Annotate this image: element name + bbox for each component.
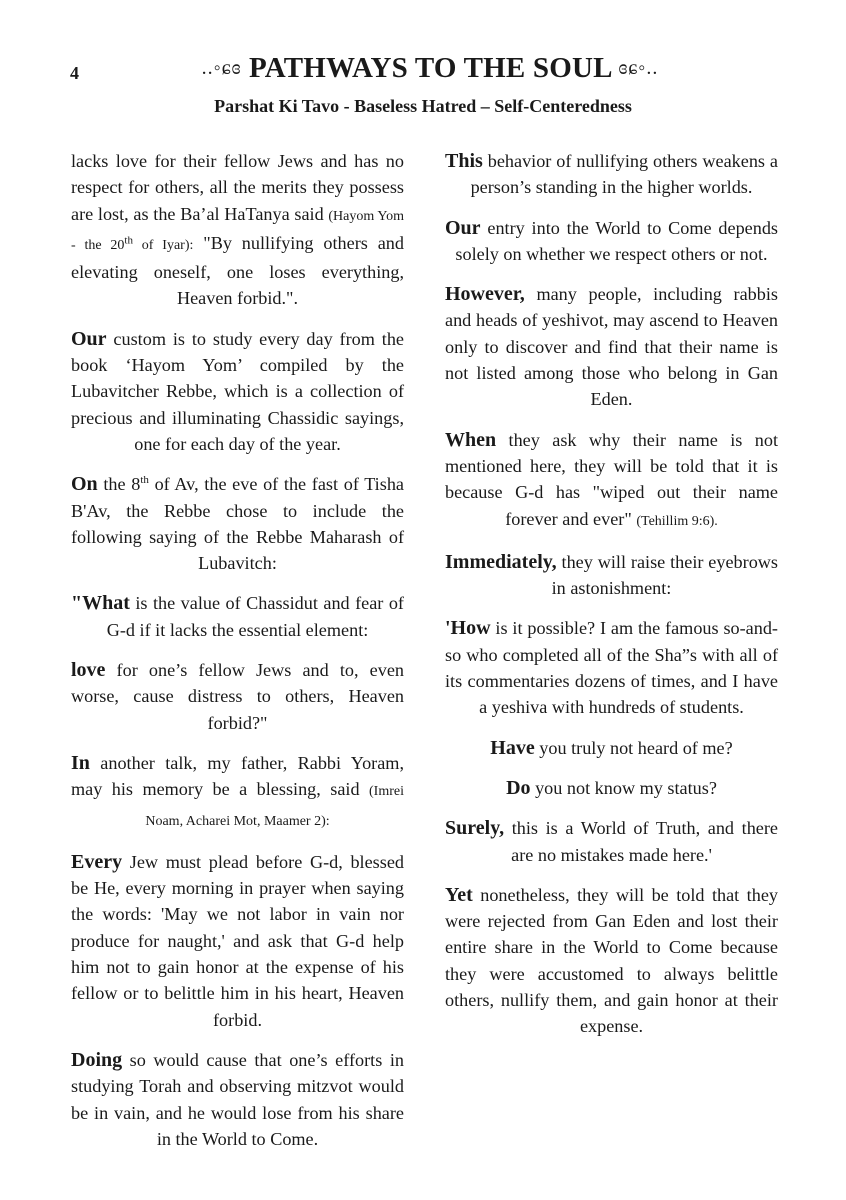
publication-title: PATHWAYS TO THE SOUL bbox=[248, 52, 612, 84]
paragraph-text: is the value of Chassidut and fear of G-d if it lacks the essential element: bbox=[106, 593, 404, 640]
lead-word: However, bbox=[445, 283, 525, 306]
paragraph bbox=[445, 775, 778, 801]
paragraph-text: custom is to study every day from the book ‘Hayom Yom’ compiled by the Lubavitcher Rebbe, which is a collection of precious and illuminating Chassidic sayings, one for each day of the year. bbox=[71, 328, 404, 454]
article-subtitle: Parshat Ki Tavo - Baseless Hatred – Self-Centeredness bbox=[214, 96, 632, 116]
ornament-left-icon: ..◦ɕɞ bbox=[201, 57, 242, 79]
lead-word: Do bbox=[506, 776, 531, 799]
lead-word: Surely, bbox=[445, 817, 505, 840]
paragraph bbox=[445, 882, 778, 1040]
paragraph-text: "By nullifying others and elevating oneself, one loses everything, Heaven forbid.". bbox=[71, 232, 404, 309]
lead-word: Have bbox=[490, 736, 535, 759]
lead-word: In bbox=[71, 751, 90, 774]
paragraph bbox=[71, 590, 404, 643]
lead-word: On bbox=[71, 473, 98, 496]
paragraph-text: lacks love for their fellow Jews and has no respect for others, all the merits they possess are lost, as the Ba’al HaTanya said bbox=[71, 151, 404, 224]
paragraph-text: nonetheless, they will be told that they were rejected from Gan Eden and lost their entire share in the World to Come because they were accustomed to always belittle others, nullify them, and gain honor at their expense. bbox=[445, 884, 778, 1037]
paragraph-text: the 8 bbox=[97, 474, 141, 495]
citation-text: of Iyar): bbox=[132, 237, 194, 253]
paragraph-text: this is a World of Truth, and there are no mistakes made here.' bbox=[504, 818, 778, 865]
lead-word: love bbox=[71, 659, 106, 682]
paragraph bbox=[445, 549, 778, 602]
paragraph-text: is it possible? I am the famous so-and-so who completed all of the Sha”s with all of its commentaries dozens of times, and I have a yeshiva with hundreds of students. bbox=[445, 618, 778, 718]
ornament-right-icon: ɞɕ◦.. bbox=[618, 57, 659, 79]
paragraph-text: of Av, the eve of the fast of Tisha B'Av, the Rebbe chose to include the following saying of the Rebbe Maharash of Lubavitch: bbox=[71, 474, 404, 574]
lead-word: "What bbox=[71, 592, 130, 615]
paragraph bbox=[445, 215, 778, 268]
paragraph bbox=[71, 750, 404, 835]
paragraph-text: so would cause that one’s efforts in studying Torah and observing mitzvot would be in vain, and he would lose from his share in the World to Come. bbox=[71, 1049, 404, 1149]
paragraph-text: entry into the World to Come depends solely on whether we respect others or not. bbox=[455, 217, 778, 264]
paragraph-text: they will raise their eyebrows in astonishment: bbox=[551, 551, 778, 599]
lead-word: Doing bbox=[71, 1048, 123, 1071]
paragraph bbox=[71, 657, 404, 736]
left-column bbox=[71, 148, 404, 1166]
lead-word: Yet bbox=[445, 883, 473, 906]
paragraph-text: for one’s fellow Jews and to, even worse, cause distress to others, Heaven forbid?" bbox=[71, 660, 404, 733]
paragraph bbox=[445, 427, 778, 535]
lead-word: Our bbox=[71, 327, 107, 350]
paragraph-text: many people, including rabbis and heads of yeshivot, may ascend to Heaven only to discover and find that their name is not listed among those who belong in Gan Eden. bbox=[445, 284, 778, 410]
citation-text: (Hayom Yom - the 20 bbox=[71, 208, 404, 253]
lead-word: 'How bbox=[445, 617, 491, 640]
citation: (Imrei Noam, Acharei Mot, Maamer 2): bbox=[145, 784, 404, 829]
paragraph bbox=[71, 1047, 404, 1152]
lead-word: Our bbox=[445, 216, 481, 239]
paragraph bbox=[445, 281, 778, 412]
paragraph-text: behavior of nullifying others weakens a person’s standing in the higher worlds. bbox=[470, 151, 778, 198]
paragraph bbox=[71, 471, 404, 576]
paragraph-text: you not know my status? bbox=[530, 777, 717, 798]
superscript: th bbox=[124, 234, 133, 247]
masthead bbox=[130, 52, 730, 85]
paragraph bbox=[71, 148, 404, 312]
paragraph-text: they ask why their name is not mentioned here, they will be told that it is because G-d has "wiped out their name forever and ever" bbox=[445, 429, 778, 529]
paragraph-text: Jew must plead before G-d, blessed be He, every morning in prayer when saying the words: 'May we not labor in vain nor produce for naught,' and ask that G-d help him not to gain honor at the expense of his fellow or to belittle him in his heart, Heaven forbid. bbox=[71, 851, 404, 1030]
paragraph bbox=[445, 148, 778, 201]
paragraph bbox=[445, 615, 778, 720]
lead-word: This bbox=[445, 150, 483, 172]
paragraph-text: you truly not heard of me? bbox=[534, 737, 733, 758]
lead-word: Immediately, bbox=[445, 550, 557, 573]
lead-word: When bbox=[445, 428, 497, 451]
lead-word: Every bbox=[71, 850, 123, 873]
citation: (Tehillim 9:6). bbox=[636, 513, 718, 529]
paragraph-text: another talk, my father, Rabbi Yoram, may his memory be a blessing, said bbox=[71, 752, 404, 800]
paragraph bbox=[445, 735, 778, 761]
paragraph bbox=[71, 849, 404, 1033]
paragraph bbox=[71, 326, 404, 457]
right-column bbox=[445, 148, 778, 1054]
paragraph bbox=[445, 815, 778, 868]
superscript: th bbox=[140, 474, 149, 487]
page-number: 4 bbox=[70, 63, 79, 83]
